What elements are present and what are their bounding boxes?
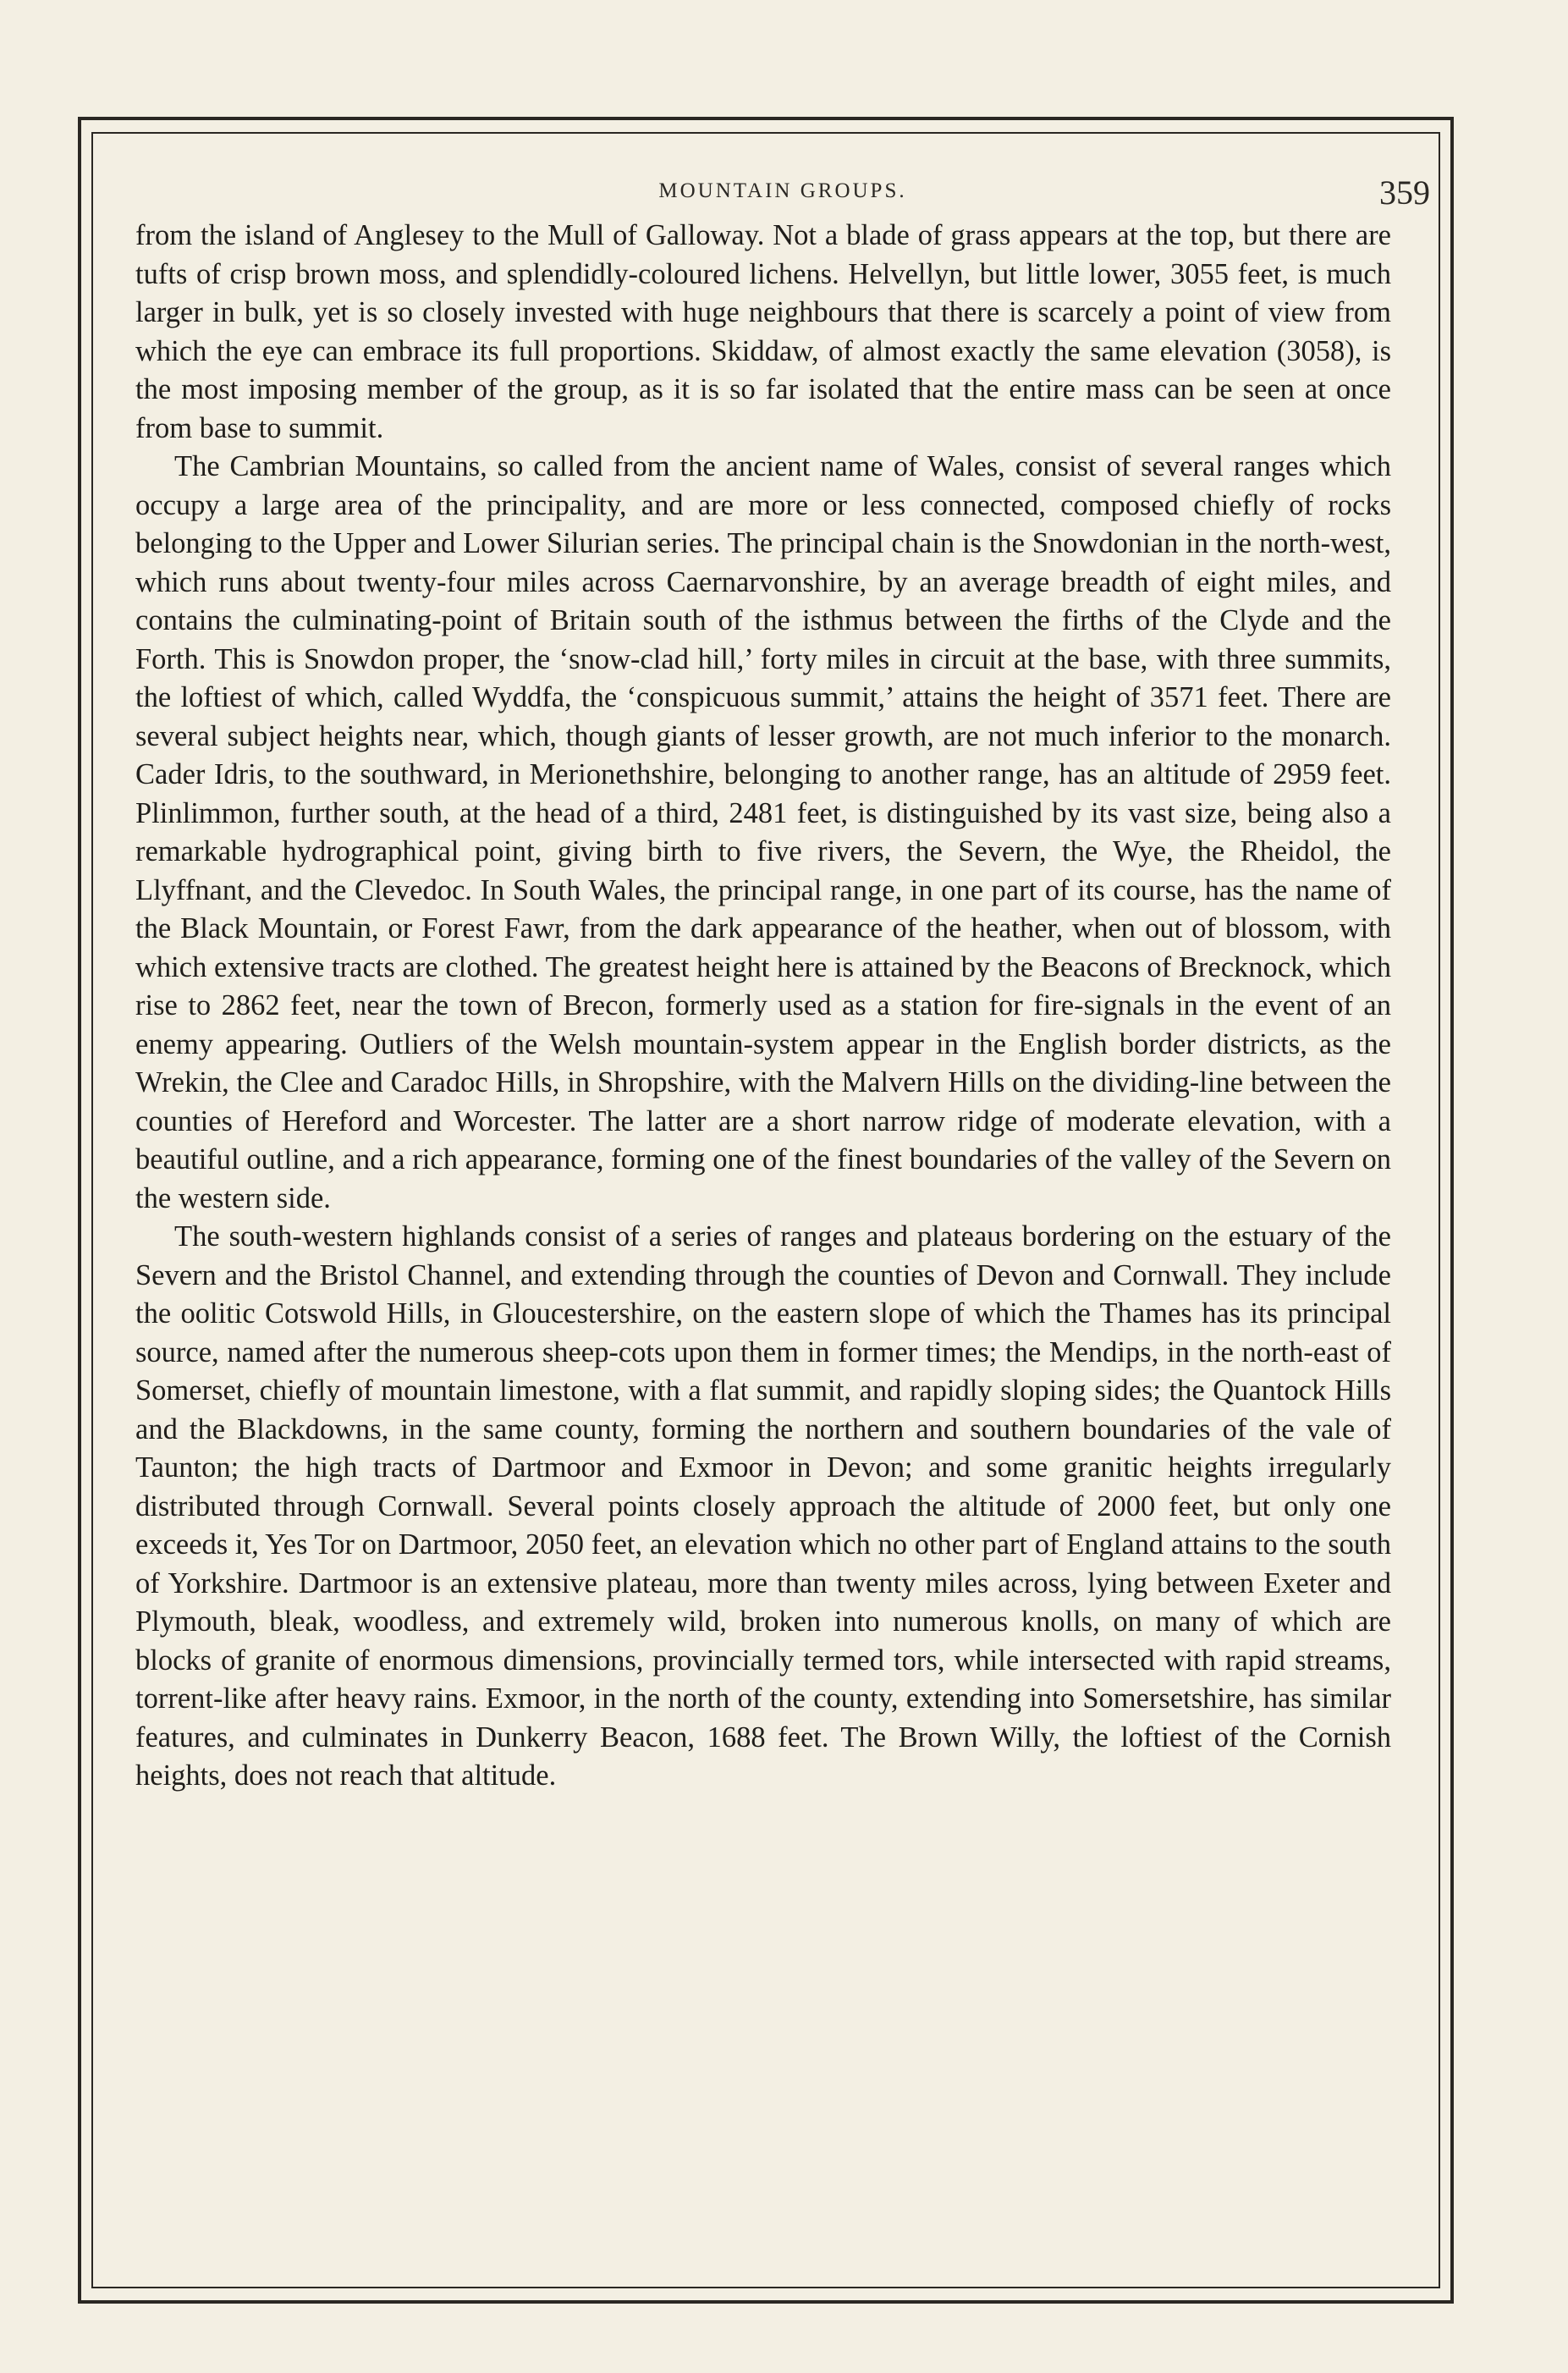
page-header	[135, 169, 1430, 212]
page-number: 359	[1379, 173, 1430, 212]
paragraph-1: from the island of Anglesey to the Mull of Galloway. Not a blade of grass appears at the top, but there are tufts of crisp brown moss, and splendidly-coloured lichens. Helvellyn, but little lower, 3055 feet, is much larger in bulk, yet is so closely invested with huge neighbours that there is scarcely a point of view from which the eye can embrace its full proportions. Skiddaw, of almost exactly the same elevation (3058), is the most imposing member of the group, as it is so far isolated that the entire mass can be seen at once from base to summit.	[135, 219, 1391, 444]
running-head: MOUNTAIN GROUPS.	[658, 179, 907, 202]
paragraph-2: The Cambrian Mountains, so called from the ancient name of Wales, consist of several ranges which occupy a large area of the principality, and are more or less connected, composed chiefly of rocks belonging to the Upper and Lower Silurian series. The principal chain is the Snowdonian in the north-west, which runs about twenty-four miles across Caernarvonshire, by an average breadth of eight miles, and contains the culminating-point of Britain south of the isthmus between the firths of the Clyde and the Forth. This is Snowdon proper, the ‘snow-clad hill,’ forty miles in circuit at the base, with three summits, the loftiest of which, called Wyddfa, the ‘conspicuous summit,’ attains the height of 3571 feet. There are several subject heights near, which, though giants of lesser growth, are not much inferior to the monarch. Cader Idris, to the southward, in Merionethshire, belonging to another range, has an altitude of 2959 feet. Plinlimmon, further south, at the head of a third, 2481 feet, is distinguished by its vast size, being also a remarkable hydrographical point, giving birth to five rivers, the Severn, the Wye, the Rheidol, the Llyffnant, and the Clevedoc. In South Wales, the principal range, in one part of its course, has the name of the Black Mountain, or Forest Fawr, from the dark appearance of the heather, when out of blossom, with which extensive tracts are clothed. The greatest height here is attained by the Beacons of Brecknock, which rise to 2862 feet, near the town of Brecon, formerly used as a station for fire-signals in the event of an enemy appearing. Outliers of the Welsh mountain-system appear in the English border districts, as the Wrekin, the Clee and Caradoc Hills, in Shropshire, with the Malvern Hills on the dividing-line between the counties of Hereford and Worcester. The latter are a short narrow ridge of moderate elevation, with a beautiful outline, and a rich appearance, forming one of the finest boundaries of the valley of the Severn on the western side.	[135, 450, 1391, 1214]
paragraph-3: The south-western highlands consist of a series of ranges and plateaus bordering on the estuary of the Severn and the Bristol Channel, and extending through the counties of Devon and Cornwall. They include the oolitic Cotswold Hills, in Gloucestershire, on the eastern slope of which the Thames has its principal source, named after the numerous sheep-cots upon them in former times; the Mendips, in the north-east of Somerset, chiefly of mountain limestone, with a flat summit, and rapidly sloping sides; the Quantock Hills and the Blackdowns, in the same county, forming the northern and southern boundaries of the vale of Taunton; the high tracts of Dartmoor and Exmoor in Devon; and some granitic heights irregularly distributed through Cornwall. Several points closely approach the altitude of 2000 feet, but only one exceeds it, Yes Tor on Dartmoor, 2050 feet, an elevation which no other part of England attains to the south of Yorkshire. Dartmoor is an extensive plateau, more than twenty miles across, lying between Exeter and Plymouth, bleak, woodless, and extremely wild, broken into numerous knolls, on many of which are blocks of granite of enormous dimensions, provincially termed tors, while intersected with rapid streams, torrent-like after heavy rains. Exmoor, in the north of the county, extending into Somersetshire, has similar features, and culminates in Dunkerry Beacon, 1688 feet. The Brown Willy, the loftiest of the Cornish heights, does not reach that altitude.	[135, 1220, 1391, 1792]
page-body	[135, 217, 1391, 1796]
